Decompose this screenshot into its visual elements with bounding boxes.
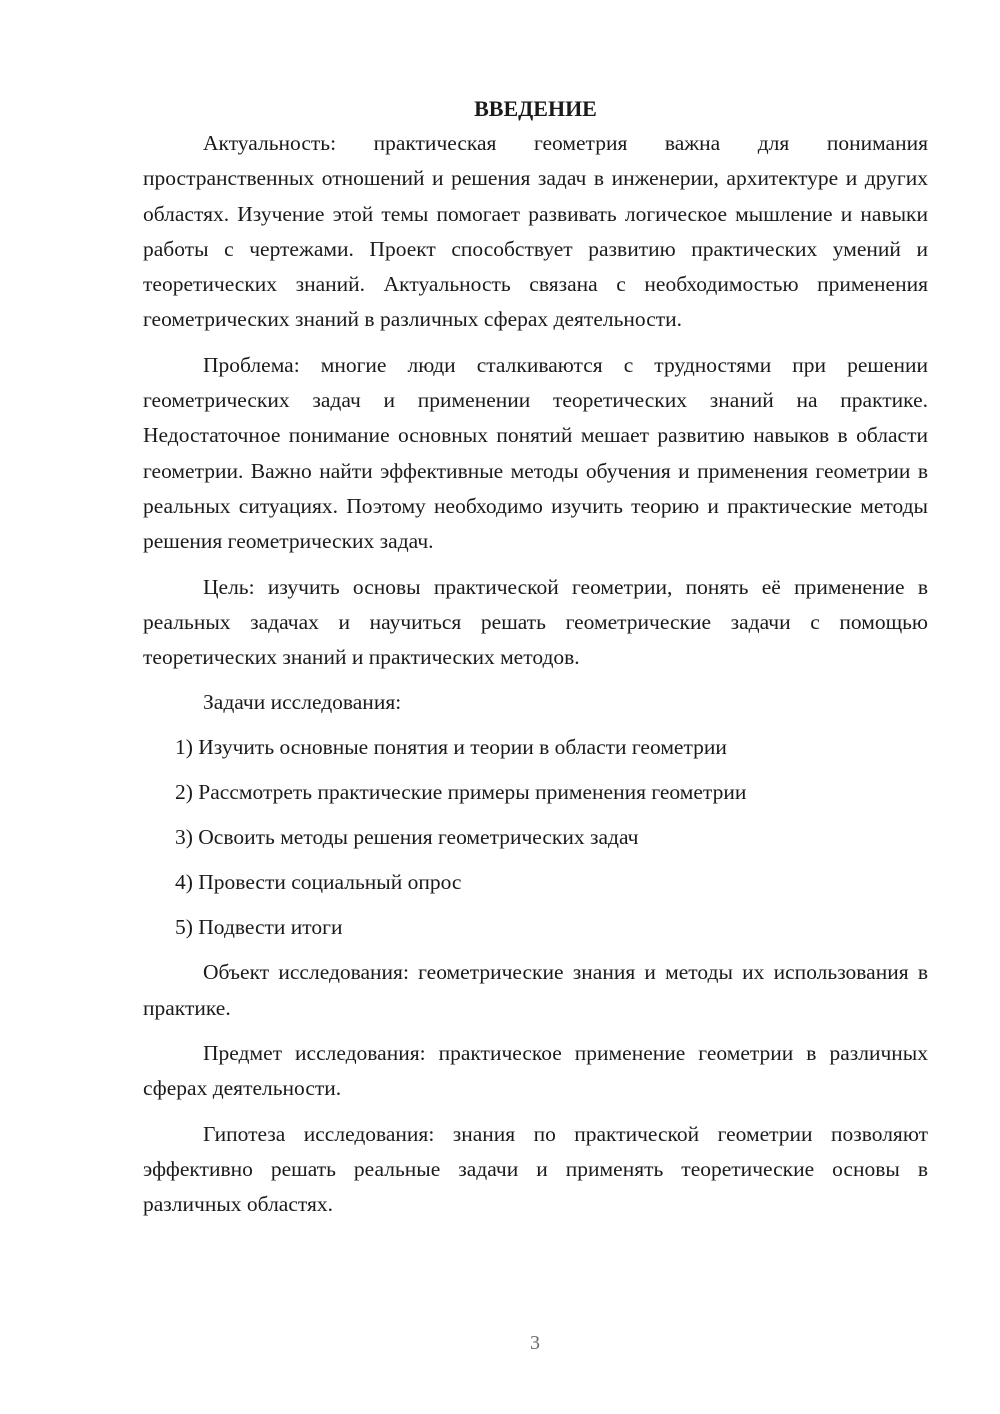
task-item-1: 1) Изучить основные понятия и теории в области геометрии [175,735,727,760]
page-number: 3 [530,1332,540,1354]
task-item-2: 2) Рассмотреть практические примеры применения геометрии [175,780,747,805]
paragraph-problem: Проблема: многие люди сталкиваются с трудностями при решении геометрических задач и применении теоретических знаний на практике. Недостаточное понимание основных понятий мешает развитию навыков в области геометрии. Важно найти эффективные методы обучения и применения геометрии в реальных ситуациях. Поэтому необходимо изучить теорию и практические методы решения геометрических задач. [143,352,928,554]
task-item-3: 3) Освоить методы решения геометрических задач [175,825,639,850]
paragraph-subject: Предмет исследования: практическое применение геометрии в различных сферах деятельности. [143,1041,928,1101]
paragraph-object: Объект исследования: геометрические знания и методы их использования в практике. [143,960,928,1020]
task-item-4: 4) Провести социальный опрос [175,870,462,895]
tasks-list [143,730,928,945]
paragraph-hypothesis: Гипотеза исследования: знания по практической геометрии позволяют эффективно решать реальные задачи и применять теоретические основы в различных областях. [143,1121,928,1217]
document-page [143,92,928,1233]
paragraph-relevance: Актуальность: практическая геометрия важна для понимания пространственных отношений и решения задач в инженерии, архитектуре и других областях. Изучение этой темы помогает развивать логическое мышление и навыки работы с чертежами. Проект способствует развитию практических умений и теоретических знаний. Актуальность связана с необходимостью применения геометрических знаний в различных сферах деятельности. [143,131,928,332]
paragraph-goal: Цель: изучить основы практической геометрии, понять её применение в реальных задачах и научиться решать геометрические задачи с помощью теоретических знаний и практических методов. [143,574,928,670]
document-title: ВВЕДЕНИЕ [474,96,597,121]
tasks-heading: Задачи исследования: [203,690,402,715]
task-item-5: 5) Подвести итоги [175,915,343,940]
